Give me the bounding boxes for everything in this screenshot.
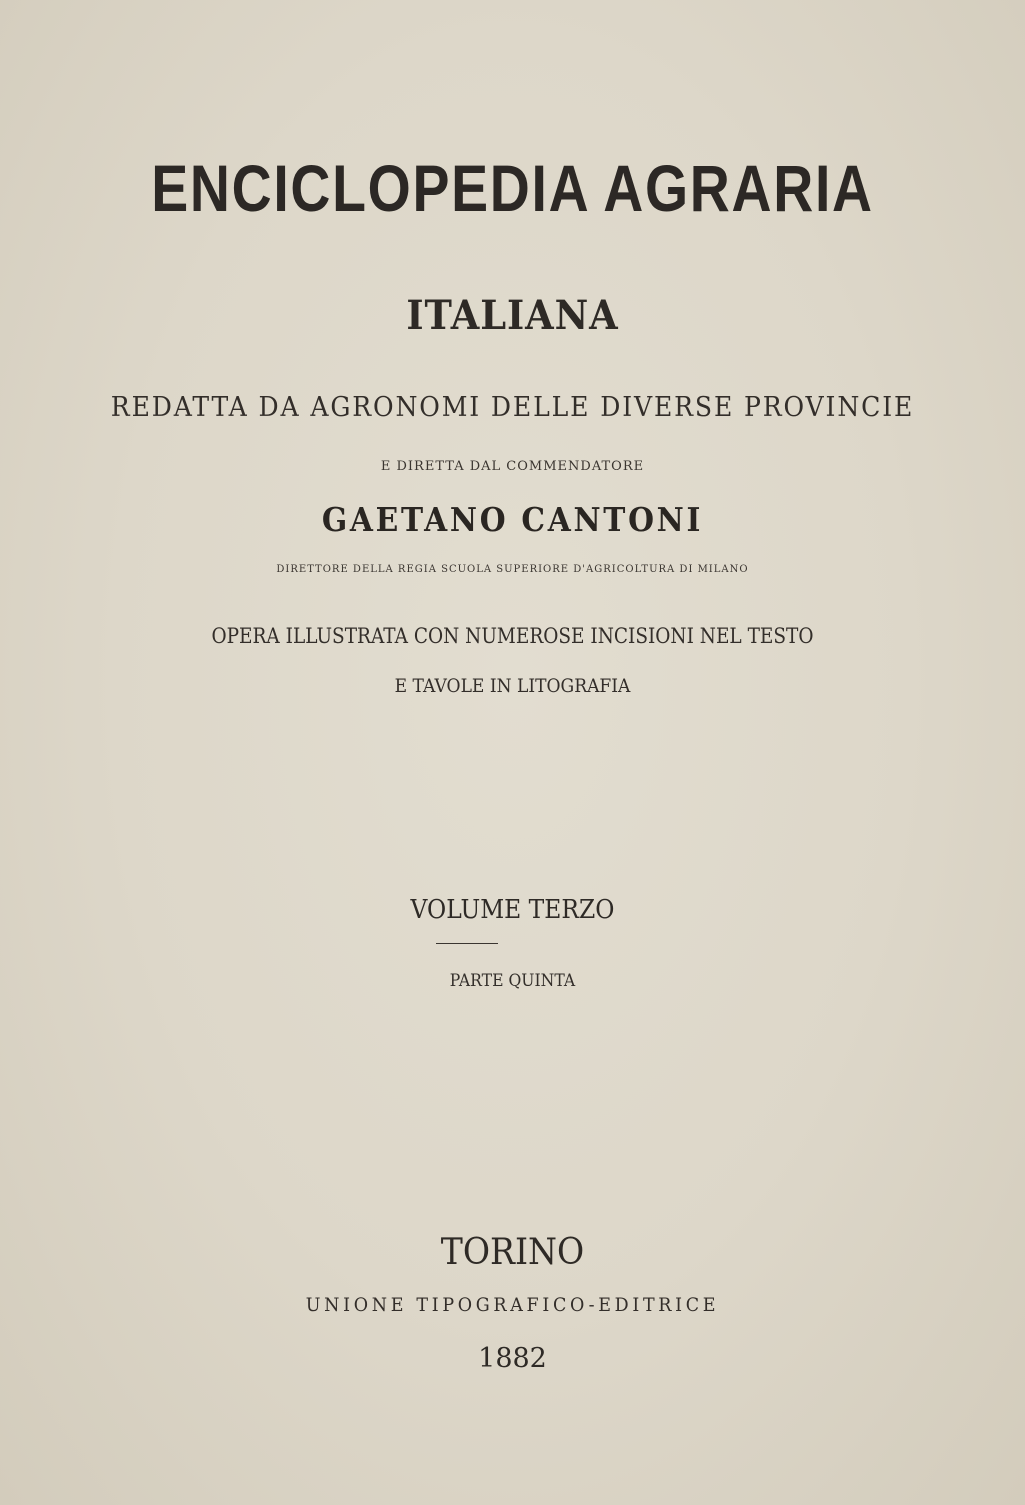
author-name: GAETANO CANTONI — [321, 500, 704, 539]
author-role: DIRETTORE DELLA REGIA SCUOLA SUPERIORE D'AGRICOLTURA DI MILANO — [276, 564, 749, 575]
illustration-note-line-2: E TAVOLE IN LITOGRAFIA — [394, 675, 631, 697]
volume-label: VOLUME TERZO — [410, 895, 615, 925]
divider-rule — [436, 943, 498, 944]
directed-by-line: E DIRETTA DAL COMMENDATORE — [380, 459, 645, 474]
imprint-year: 1882 — [478, 1343, 547, 1374]
imprint-city: TORINO — [440, 1232, 585, 1273]
imprint-publisher: UNIONE TIPOGRAFICO-EDITRICE — [305, 1294, 720, 1316]
illustration-note-line-1: OPERA ILLUSTRATA CON NUMEROSE INCISIONI NEL TESTO — [211, 624, 814, 648]
edited-by-line: REDATTA DA AGRONOMI DELLE DIVERSE PROVINCIE — [110, 392, 915, 423]
book-subtitle: ITALIANA — [406, 292, 619, 339]
part-label: PARTE QUINTA — [449, 971, 576, 991]
book-title: ENCICLOPEDIA AGRARIA — [151, 151, 874, 225]
